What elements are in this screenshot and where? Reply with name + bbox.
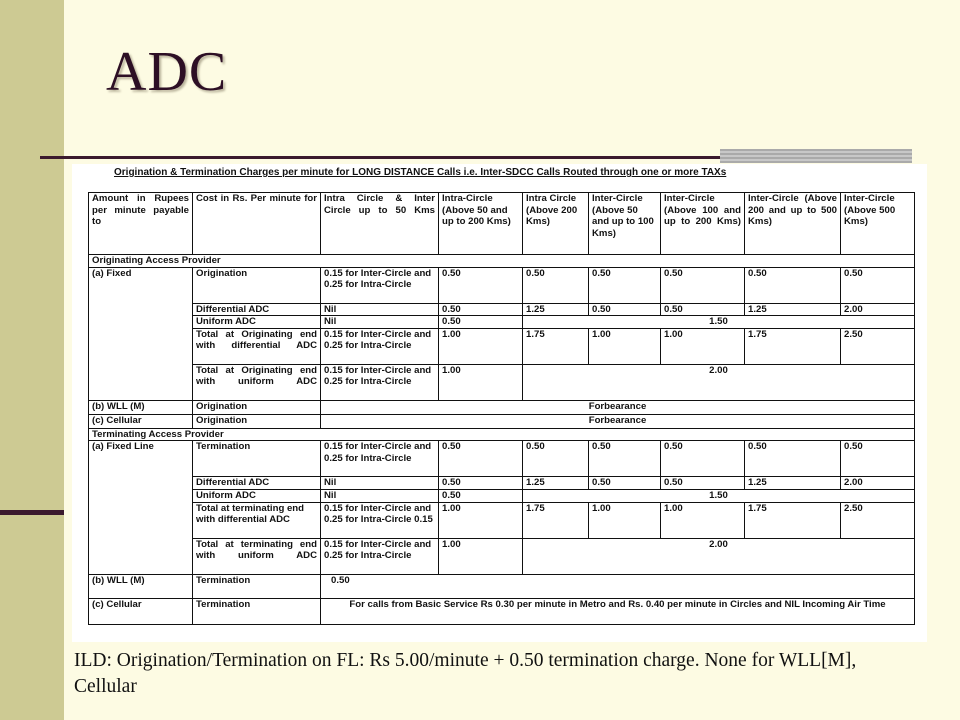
row-label: Termination — [193, 574, 321, 598]
header-cell: Inter-Circle (Above 200 and up to 500 Kms) — [745, 193, 841, 255]
table-row — [89, 400, 915, 414]
row-label: Total at terminating end with differential ADC — [193, 502, 321, 538]
table-row — [89, 538, 915, 574]
row-label: Total at terminating end with uniform ADC — [193, 538, 321, 574]
header-cell: Intra Circle & Inter Circle up to 50 Kms — [321, 193, 439, 255]
cell-value: Nil — [321, 489, 439, 502]
header-cell: Inter-Circle (Above 500 Kms) — [841, 193, 915, 255]
cell-value: 0.50 — [439, 303, 523, 316]
cell-value: Nil — [321, 303, 439, 316]
scanned-table-image — [72, 164, 927, 642]
row-label: Differential ADC — [193, 477, 321, 490]
cell-value: 1.25 — [523, 477, 589, 490]
cell-value: Nil — [321, 477, 439, 490]
row-label: Uniform ADC — [193, 489, 321, 502]
header-cell: Intra-Circle (Above 50 and up to 200 Kms) — [439, 193, 523, 255]
merged-value: 2.00 — [523, 538, 915, 574]
cell-value: 0.15 for Inter-Circle and 0.25 for Intra-Circle 0.15 — [321, 502, 439, 538]
provider-label: (c) Cellular — [89, 598, 193, 624]
cell-value: 0.50 — [661, 441, 745, 477]
cell-value: 0.50 — [661, 477, 745, 490]
table-row — [89, 267, 915, 303]
cell-value: 0.50 — [841, 441, 915, 477]
cell-value: 0.50 — [439, 489, 523, 502]
cell-value: 2.00 — [841, 477, 915, 490]
row-label: Origination — [193, 267, 321, 303]
provider-label: (b) WLL (M) — [89, 574, 193, 598]
cell-value: 1.75 — [523, 502, 589, 538]
table-row — [89, 303, 915, 316]
section-row — [89, 255, 915, 268]
header-cell: Inter-Circle (Above 50 and up to 100 Kms) — [589, 193, 661, 255]
cell-value: 0.50 — [589, 267, 661, 303]
table-row — [89, 441, 915, 477]
cell-value: 0.15 for Inter-Circle and 0.25 for Intra-Circle — [321, 441, 439, 477]
cell-value: 2.00 — [841, 303, 915, 316]
cell-value: 1.00 — [661, 502, 745, 538]
scan-artifact-band — [720, 149, 912, 163]
merged-value: Forbearance — [321, 414, 915, 428]
section-heading: Originating Access Provider — [89, 255, 915, 268]
provider-label: (b) WLL (M) — [89, 400, 193, 414]
merged-value: 0.50 — [321, 574, 915, 598]
table-header-row — [89, 193, 915, 255]
cell-value: 1.75 — [745, 502, 841, 538]
provider-label: (a) Fixed — [89, 267, 193, 400]
cell-value: 0.50 — [745, 267, 841, 303]
cell-value: 0.50 — [745, 441, 841, 477]
row-label: Total at Originating end with uniform ADC — [193, 364, 321, 400]
table-row — [89, 477, 915, 490]
section-heading: Terminating Access Provider — [89, 428, 915, 441]
cell-value: 0.50 — [439, 477, 523, 490]
row-label: Origination — [193, 400, 321, 414]
cell-value: 0.50 — [439, 316, 523, 329]
cell-value: 0.50 — [439, 267, 523, 303]
row-label: Differential ADC — [193, 303, 321, 316]
cell-value: 0.50 — [523, 267, 589, 303]
row-label: Total at Originating end with differential ADC — [193, 328, 321, 364]
merged-value: 1.50 — [523, 316, 915, 329]
cell-value: 0.50 — [523, 441, 589, 477]
cell-value: 1.00 — [661, 328, 745, 364]
cell-value: 2.50 — [841, 328, 915, 364]
cell-value: 1.25 — [745, 477, 841, 490]
header-cell: Amount in Rupees per minute payable to — [89, 193, 193, 255]
cell-value: 1.00 — [439, 502, 523, 538]
row-label: Uniform ADC — [193, 316, 321, 329]
cell-value: 0.50 — [841, 267, 915, 303]
row-label: Origination — [193, 414, 321, 428]
header-cell: Cost in Rs. Per minute for — [193, 193, 321, 255]
row-label: Termination — [193, 598, 321, 624]
table-row — [89, 316, 915, 329]
provider-label: (c) Cellular — [89, 414, 193, 428]
table-row — [89, 489, 915, 502]
table-row — [89, 502, 915, 538]
cell-value: 1.00 — [439, 328, 523, 364]
header-cell: Inter-Circle (Above 100 and up to 200 Kms) — [661, 193, 745, 255]
table-row — [89, 328, 915, 364]
cell-value: 0.50 — [661, 267, 745, 303]
slide-title: ADC — [106, 41, 228, 103]
provider-label: (a) Fixed Line — [89, 441, 193, 574]
table-row — [89, 364, 915, 400]
merged-value: 2.00 — [523, 364, 915, 400]
cell-value: 0.50 — [589, 477, 661, 490]
cell-value: 1.00 — [589, 328, 661, 364]
cell-value: 1.00 — [439, 364, 523, 400]
cell-value: 0.15 for Inter-Circle and 0.25 for Intra-Circle — [321, 538, 439, 574]
header-cell: Intra Circle (Above 200 Kms) — [523, 193, 589, 255]
table-caption: Origination & Termination Charges per minute for LONG DISTANCE Calls i.e. Inter-SDCC Calls Routed through one or more TAXs — [114, 167, 727, 178]
cell-value: 0.15 for Inter-Circle and 0.25 for Intra-Circle — [321, 364, 439, 400]
cell-value: 0.50 — [589, 303, 661, 316]
cell-value: 1.25 — [523, 303, 589, 316]
cell-value: 0.15 for Inter-Circle and 0.25 for Intra-Circle — [321, 267, 439, 303]
merged-value: Forbearance — [321, 400, 915, 414]
footer-note: ILD: Origination/Termination on FL: Rs 5.00/minute + 0.50 termination charge. None for WLL[M], Cellular — [74, 650, 857, 697]
cell-value: 0.50 — [589, 441, 661, 477]
table-row — [89, 574, 915, 598]
cell-value: 1.75 — [523, 328, 589, 364]
cell-value: 1.75 — [745, 328, 841, 364]
row-label: Termination — [193, 441, 321, 477]
cell-value: Nil — [321, 316, 439, 329]
section-row — [89, 428, 915, 441]
merged-value: 1.50 — [523, 489, 915, 502]
cell-value: 1.00 — [439, 538, 523, 574]
left-accent-rule — [0, 510, 64, 515]
cell-value: 0.50 — [661, 303, 745, 316]
cell-value: 0.50 — [439, 441, 523, 477]
cell-value: 2.50 — [841, 502, 915, 538]
left-accent-bar — [0, 0, 64, 720]
merged-value: For calls from Basic Service Rs 0.30 per minute in Metro and Rs. 0.40 per minute in Circles and NIL Incoming Air Time — [321, 598, 915, 624]
cell-value: 0.15 for Inter-Circle and 0.25 for Intra-Circle — [321, 328, 439, 364]
adc-charges-table — [88, 192, 915, 625]
table-row — [89, 414, 915, 428]
cell-value: 1.00 — [589, 502, 661, 538]
table-row — [89, 598, 915, 624]
cell-value: 1.25 — [745, 303, 841, 316]
